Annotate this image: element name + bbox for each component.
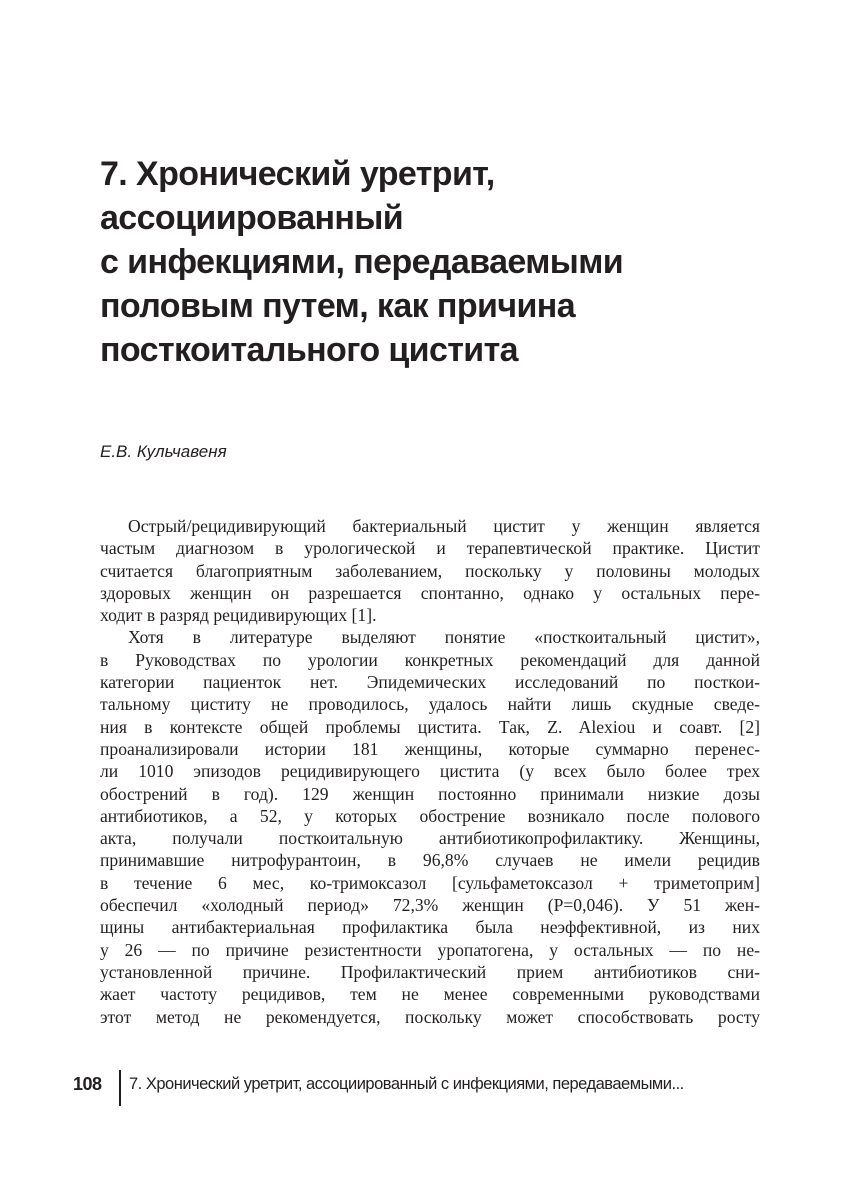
chapter-title-line: половым путем, как причина [100,287,576,325]
text-line: у 26 — по причине резистентности уропатогена, у остальных — по не- [100,939,760,960]
text-line: категории пациенток нет. Эпидемических исследований по посткои- [100,672,760,693]
chapter-title-line: с инфекциями, передаваемыми [100,243,624,281]
paragraph-1 [100,515,760,626]
page-number: 108 [73,1074,102,1094]
text-line: считается благоприятным заболеванием, поскольку у половины молодых [100,560,760,581]
text-line: принимавшие нитрофурантоин, в 96,8% случаев не имели рецидив [100,850,760,871]
text-line: обеспечил «холодный период» 72,3% женщин (P=0,046). У 51 жен- [100,895,760,916]
text-line: Острый/рецидивирующий бактериальный цистит у женщин является [128,516,760,536]
chapter-title [100,152,780,372]
text-line: проанализировали истории 181 женщины, которые суммарно перенес- [100,738,760,759]
text-line: ходит в разряд рецидивирующих [1]. [100,605,377,626]
text-line: установленной причине. Профилактический прием антибиотиков сни- [100,961,760,982]
text-line: обострений в год). 129 женщин постоянно принимали низкие дозы [100,783,760,804]
text-line: тальному циститу не проводилось, удалось найти лишь скудные сведе- [100,694,760,715]
paragraph-2 [100,626,760,1027]
text-line: ли 1010 эпизодов рецидивирующего цистита (у всех было более трех [100,761,760,782]
chapter-title-line: посткоитального цистита [100,331,518,369]
chapter-title-line: 7. Хронический уретрит, [100,155,495,193]
author-name: Е.В. Кульчавеня [100,442,227,461]
page-footer [0,1070,859,1110]
text-line: Хотя в литературе выделяют понятие «посткоитальный цистит», [128,627,760,648]
body-text [100,515,760,1028]
footer-divider [119,1070,121,1106]
text-line: щины антибактериальная профилактика была неэффективной, из них [100,917,760,938]
text-line: этот метод не рекомендуется, поскольку может способствовать росту [100,1006,760,1027]
text-line: акта, получали посткоитальную антибиотикопрофилактику. Женщины, [100,828,760,849]
text-line: ния в контексте общей проблемы цистита. Так, Z. Alexiou и соавт. [2] [100,716,760,737]
text-line: жает частоту рецидивов, тем не менее современными руководствами [100,984,760,1005]
chapter-title-line: ассоциированный [100,199,404,237]
text-line: антибиотиков, а 52, у которых обострение возникало после полового [100,805,760,826]
running-title: 7. Хронический уретрит, ассоциированный с инфекциями, передаваемыми... [129,1075,684,1093]
text-line: частым диагнозом в урологической и терапевтической практике. Цистит [100,538,760,559]
text-line: в Руководствах по урологии конкретных рекомендаций для данной [100,649,760,670]
text-line: в течение 6 мес, ко-тримоксазол [сульфаметоксазол + триметоприм] [100,872,760,893]
text-line: здоровых женщин он разрешается спонтанно, однако у остальных пере- [100,582,760,603]
